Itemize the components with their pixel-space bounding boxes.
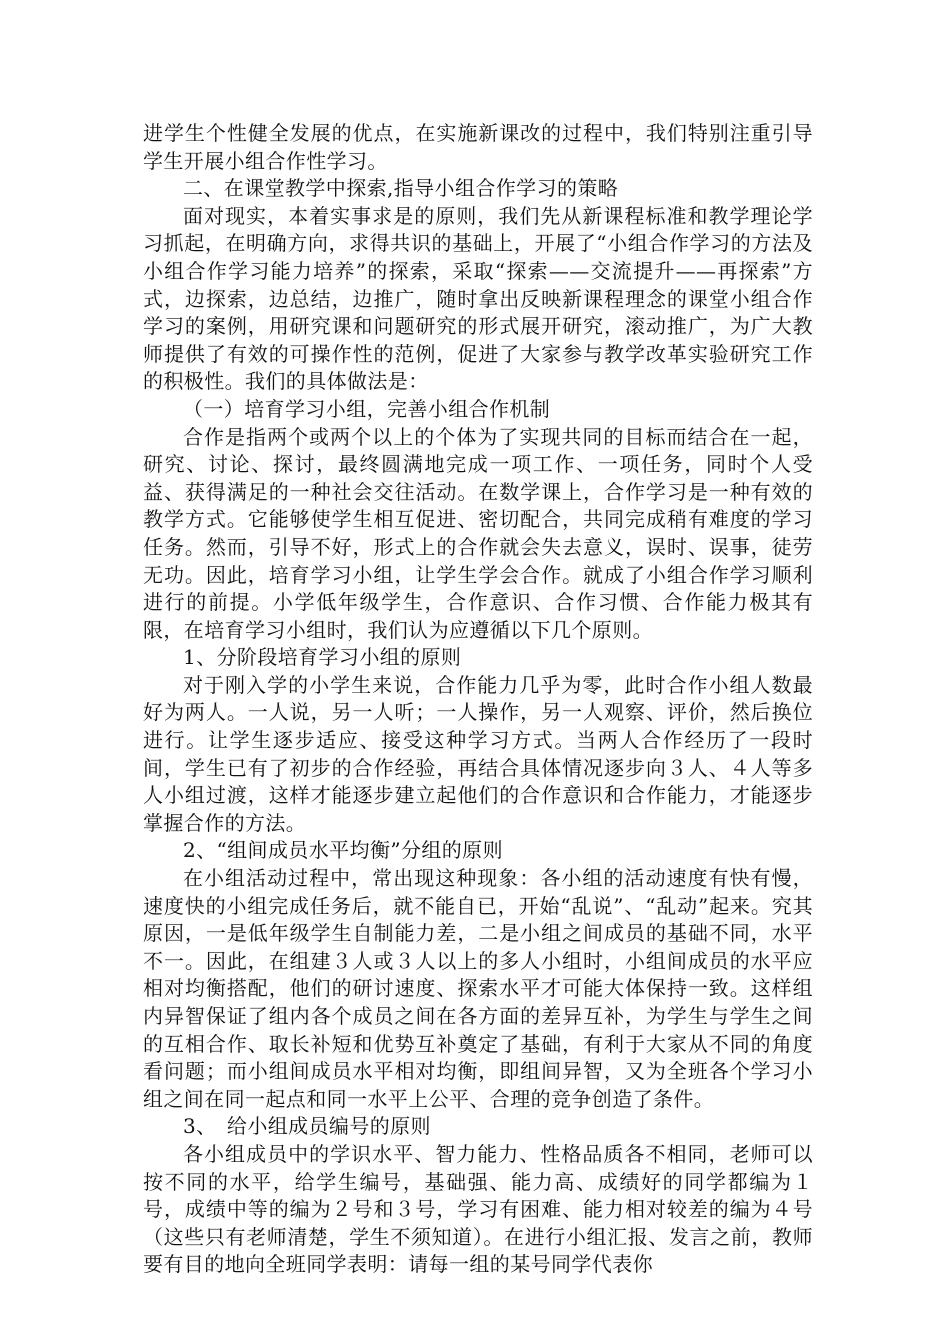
paragraph-approach: 面对现实，本着实事求是的原则，我们先从新课程标准和教学理论学习抓起，在明确方向，求得共识的基础上，开展了“小组合作学习的方法及小组合作学习能力培养”的探索，采取“探索——交流提升——再探索”方式，边探索，边总结，边推广，随时拿出反映新课程理念的课堂小组合作学习的案例，用研究课和问题研究的形式展开研究，滚动推广，为广大教师提供了有效的可操作性的范例，促进了大家参与教学改革实验研究工作的积极性。我们的具体做法是：: [143, 203, 813, 394]
principle-heading-3: 3、 给小组成员编号的原则: [183, 1114, 431, 1139]
principle-heading-2: 2、“组间成员水平均衡”分组的原则: [183, 838, 503, 863]
paragraph-principle-1: 对于刚入学的小学生来说，合作能力几乎为零，此时合作小组人数最好为两人。一人说，另一人听；一人操作，另一人观察、评价，然后换位进行。让学生逐步适应、接受这种学习方式。当两人合作经历了一段时间，学生已有了初步的合作经验，再结合具体情况逐步向３人、４人等多人小组过渡，这样才能逐步建立起他们的合作意识和合作能力，才能逐步掌握合作的方法。: [143, 672, 813, 835]
paragraph-principle-2: 在小组活动过程中，常出现这种现象：各小组的活动速度有快有慢，速度快的小组完成任务后，就不能自已，开始“乱说”、“乱动”起来。究其原因，一是低年级学生自制能力差，二是小组之间成员的基础不同，水平不一。因此，在组建３人或３人以上的多人小组时，小组间成员的水平应相对均衡搭配，他们的研讨速度、探索水平才可能大体保持一致。这样组内异智保证了组内各个成员之间在各方面的差异互补，为学生与学生之间的互相合作、取长补短和优势互补奠定了基础，有利于大家从不同的角度看问题；而小组间成员水平相对均衡，即组间异智，又为全班各个学习小组之间在同一起点和同一水平上公平、合理的竞争创造了条件。: [143, 866, 813, 1111]
subsection-heading-groups: （一）培育学习小组，完善小组合作机制: [183, 396, 551, 421]
principle-heading-1: 1、分阶段培育学习小组的原则: [183, 645, 462, 670]
document-body: [143, 120, 813, 1279]
section-heading-strategies: 二、在课堂教学中探索,指导小组合作学习的策略: [183, 176, 619, 201]
paragraph-principle-3: 各小组成员中的学识水平、智力能力、性格品质各不相同，老师可以按不同的水平，给学生编号，基础强、能力高、成绩好的同学都编为１号，成绩中等的编为２号和３号，学习有困难、能力相对较差的编为４号（这些只有老师清楚，学生不须知道）。在进行小组汇报、发言之前，教师要有目的地向全班同学表明：请每一组的某号同学代表你: [143, 1141, 813, 1277]
paragraph-cooperation: 合作是指两个或两个以上的个体为了实现共同的目标而结合在一起，研究、讨论、探讨，最终圆满地完成一项工作、一项任务，同时个人受益、获得满足的一种社会交往活动。在数学课上，合作学习是一种有效的教学方式。它能够使学生相互促进、密切配合，共同完成稍有难度的学习任务。然而，引导不好，形式上的合作就会失去意义，误时、误事，徒劳无功。因此，培育学习小组，让学生学会合作。就成了小组合作学习顺利进行的前提。小学低年级学生，合作意识、合作习惯、合作能力极其有限，在培育学习小组时，我们认为应遵循以下几个原则。: [143, 424, 813, 642]
paragraph-continuation: 进学生个性健全发展的优点，在实施新课改的过程中，我们特别注重引导学生开展小组合作性学习。: [143, 121, 813, 173]
